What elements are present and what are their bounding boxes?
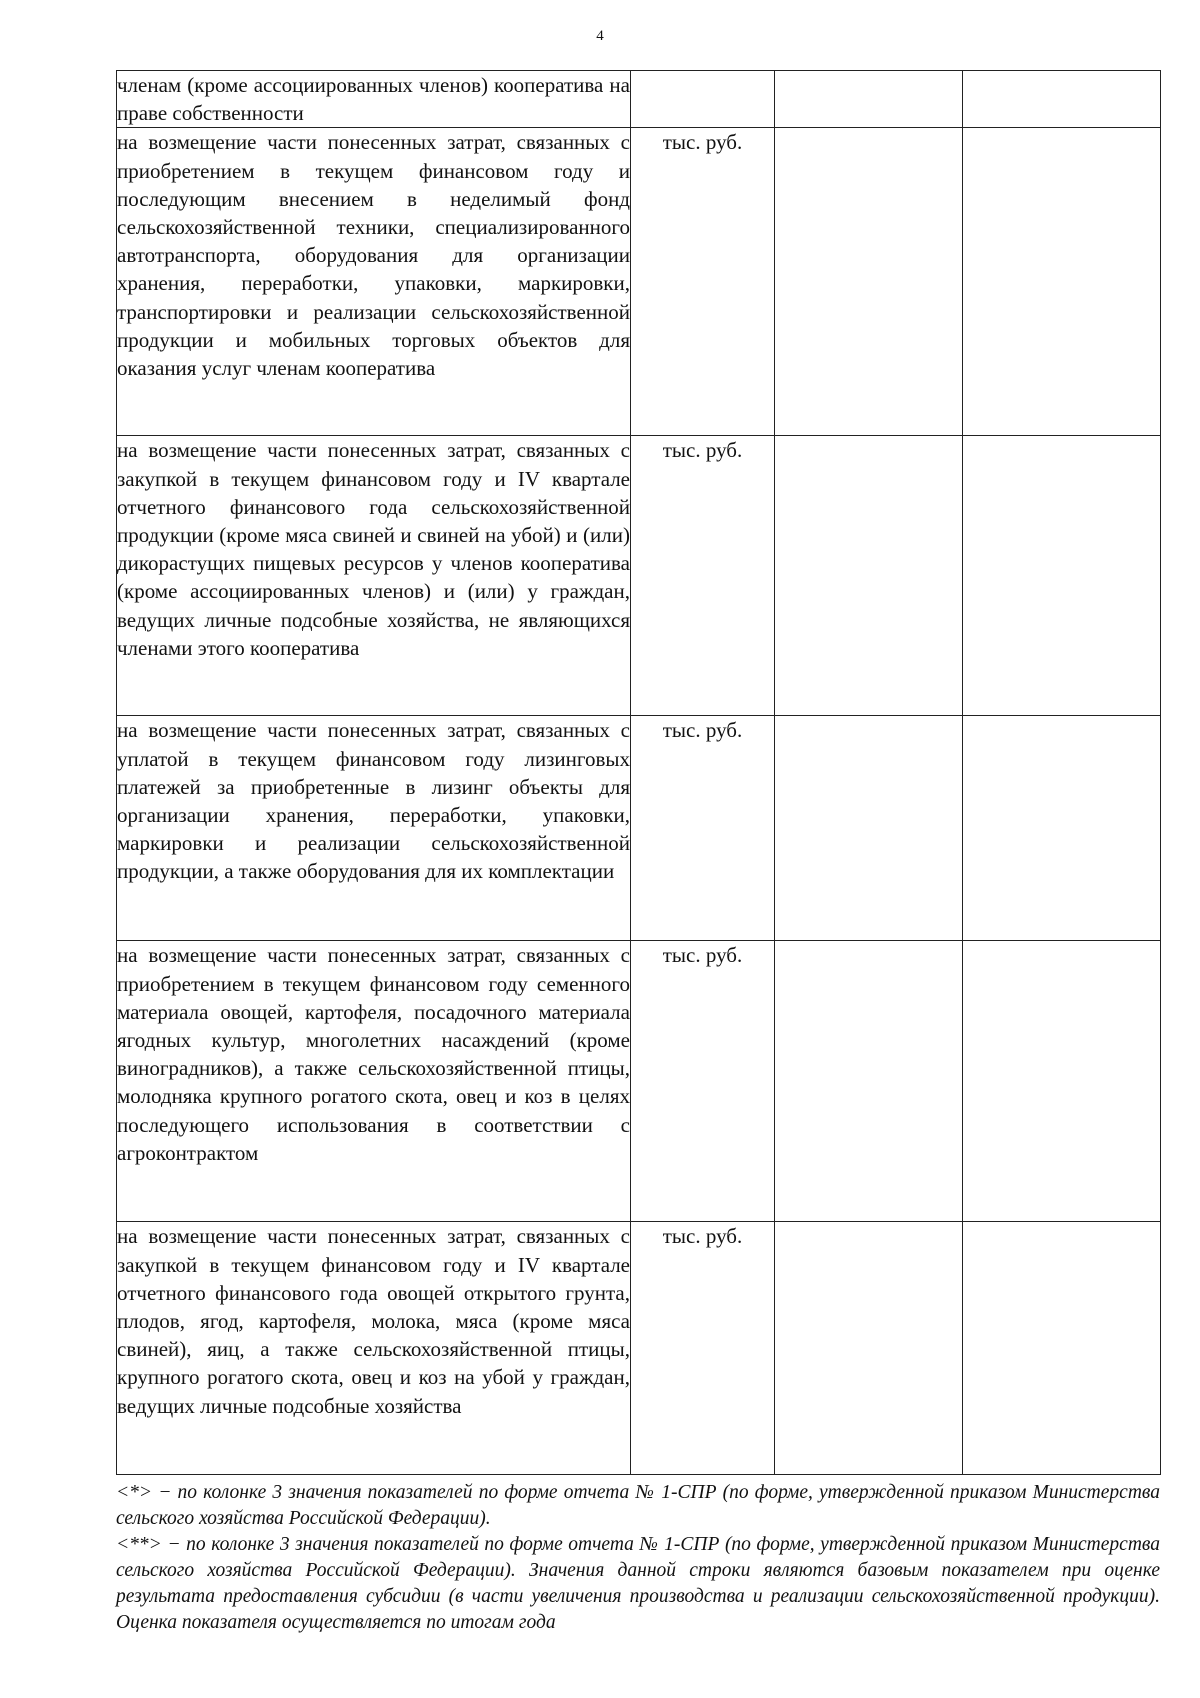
table-row [117,436,1161,716]
row-value-col4 [963,436,1161,716]
row-value-col4 [963,716,1161,941]
indicators-table [116,70,1161,1475]
row-description: на возмещение части понесенных затрат, связанных с уплатой в текущем финансовом году лизинговых платежей за приобретенные в лизинг объекты для организации хранения, переработки, упаковки, маркировки и реализации сельскохозяйственной продукции, а также оборудования для их комплектации [117,716,631,941]
row-unit: тыс. руб. [631,716,775,941]
row-description: на возмещение части понесенных затрат, связанных с приобретением в текущем финансовом году и последующим внесением в неделимый фонд сельскохозяйственной техники, специализированного автотранспорта, оборудования для организации хранения, переработки, упаковки, маркировки, транспортировки и реализации сельскохозяйственной продукции и мобильных торговых объектов для оказания услуг членам кооператива [117,128,631,436]
row-unit: тыс. руб. [631,1222,775,1475]
footnotes [116,1480,1160,1636]
row-value-col3 [775,941,963,1222]
row-value-col3 [775,436,963,716]
footnote: <**> − по колонке 3 значения показателей по форме отчета № 1-СПР (по форме, утвержденной приказом Министерства сельского хозяйства Российской Федерации). Значения данной строки являются базовым показателем при оценке результата предоставления субсидии (в части увеличения производства и реализации сельскохозяйственной продукции). Оценка показателя осуществляется по итогам года [116,1534,1160,1633]
footnote: <*> − по колонке 3 значения показателей по форме отчета № 1-СПР (по форме, утвержденной приказом Министерства сельского хозяйства Российской Федерации). [116,1482,1160,1529]
row-value-col3 [775,1222,963,1475]
table-row [117,941,1161,1222]
row-value-col4 [963,128,1161,436]
table-row [117,71,1161,128]
row-value-col3 [775,128,963,436]
row-unit [631,71,775,128]
row-unit: тыс. руб. [631,436,775,716]
row-description: на возмещение части понесенных затрат, связанных с приобретением в текущем финансовом году семенного материала овощей, картофеля, посадочного материала ягодных культур, многолетних насаждений (кроме виноградников), а также сельскохозяйственной птицы, молодняка крупного рогатого скота, овец и коз в целях последующего использования в соответствии с агроконтрактом [117,941,631,1222]
row-description: членам (кроме ассоциированных членов) кооператива на праве собственности [117,71,631,128]
row-unit: тыс. руб. [631,941,775,1222]
table-row [117,128,1161,436]
table-row [117,716,1161,941]
page-number: 4 [596,28,604,44]
row-description: на возмещение части понесенных затрат, связанных с закупкой в текущем финансовом году и IV квартале отчетного финансового года сельскохозяйственной продукции (кроме мяса свиней и свиней на убой) и (или) дикорастущих пищевых ресурсов у членов кооператива (кроме ассоциированных членов) и (или) у граждан, ведущих личные подсобные хозяйства, не являющихся членами этого кооператива [117,436,631,716]
row-value-col4 [963,71,1161,128]
row-value-col3 [775,716,963,941]
row-value-col3 [775,71,963,128]
table-row [117,1222,1161,1475]
row-unit: тыс. руб. [631,128,775,436]
row-description: на возмещение части понесенных затрат, связанных с закупкой в текущем финансовом году и IV квартале отчетного финансового года овощей открытого грунта, плодов, ягод, картофеля, молока, мяса (кроме мяса свиней), яиц, а также сельскохозяйственной птицы, крупного рогатого скота, овец и коз на убой у граждан, ведущих личные подсобные хозяйства [117,1222,631,1475]
row-value-col4 [963,1222,1161,1475]
row-value-col4 [963,941,1161,1222]
